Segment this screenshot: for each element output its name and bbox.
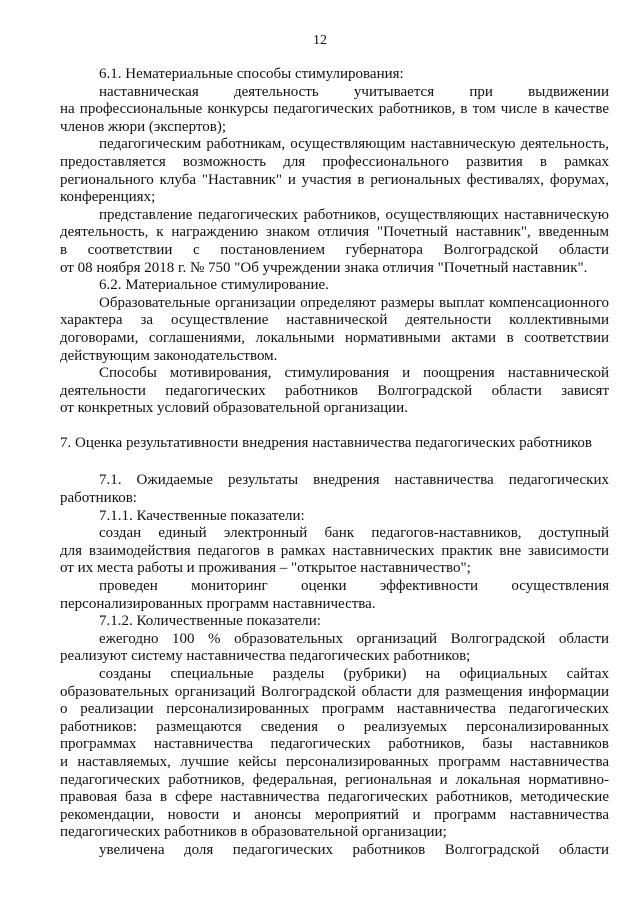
text-line: работников:	[60, 490, 137, 507]
text-line: образовательных организаций Волгоградской области для размещения информации	[60, 683, 609, 700]
page-number: 12	[313, 33, 327, 48]
text-line: педагогическим работникам, осуществляющим наставническую деятельность,	[99, 136, 609, 153]
text-line: создан единый электронный банк педагогов-наставников, доступный	[99, 525, 609, 542]
text-line: проведен мониторинг оценки эффективности осуществления	[99, 578, 609, 595]
heading-7-1-2: 7.1.2. Количественные показатели:	[99, 613, 321, 630]
heading-6-2: 6.2. Материальное стимулирование.	[99, 277, 329, 294]
text-line: ежегодно 100 % образовательных организаций Волгоградской области	[99, 630, 609, 647]
text-line: персонализированных программ наставничества.	[60, 595, 376, 612]
text-line: деятельности педагогических работников Волгоградской области зависят	[60, 382, 609, 399]
text-line: деятельность, к награждению знаком отличия "Почетный наставник", введенным	[60, 224, 609, 241]
paragraph-7-1	[60, 472, 609, 507]
text-line: договорами, соглашениями, локальными нормативными актами в соответствии	[60, 329, 609, 346]
paragraph-qualitative-1	[60, 525, 609, 578]
paragraph-quantitative-3	[60, 842, 609, 860]
paragraph-6-1-item-3	[60, 207, 609, 277]
text-line: реализуют систему наставничества педагогических работников;	[60, 648, 471, 665]
paragraph-qualitative-2	[60, 578, 609, 613]
text-line: характера за осуществление наставнической деятельности коллективными	[60, 312, 609, 329]
text-line: для взаимодействия педагогов в рамках наставнических практик вне зависимости	[60, 542, 609, 559]
paragraph-quantitative-1	[60, 631, 609, 666]
paragraph-6-1-item-2	[60, 136, 609, 206]
paragraph-6-1-item-1	[60, 84, 609, 137]
text-line: созданы специальные разделы (рубрики) на официальных сайтах	[99, 666, 609, 682]
spacer	[60, 418, 609, 435]
text-line: регионального клуба "Наставник" и участия в региональных фестивалях, форумах,	[60, 171, 609, 188]
text-line: членов жюри (экспертов);	[60, 118, 226, 135]
text-line: наставническая деятельность учитывается при выдвижении	[99, 83, 609, 100]
text-line: от 08 ноября 2018 г. № 750 "Об учреждении знака отличия "Почетный наставник".	[60, 259, 588, 276]
text-line: о реализации персонализированных программ наставничества педагогических	[60, 701, 609, 718]
heading-7-1-1: 7.1.1. Качественные показатели:	[99, 507, 305, 524]
text-line: от их места работы и проживания – "открытое наставничество";	[60, 560, 471, 577]
document-body	[60, 66, 609, 860]
text-line: Способы мотивирования, стимулирования и поощрения наставнической	[99, 365, 609, 382]
text-line: предоставляется возможность для профессионального развития в рамках	[60, 153, 609, 170]
text-line: конференциях;	[60, 189, 156, 206]
heading-6-1: 6.1. Нематериальные способы стимулирования:	[99, 66, 404, 82]
section-7-title: 7. Оценка результативности внедрения наставничества педагогических работников	[60, 434, 592, 451]
text-line: работников: размещаются сведения о реализуемых персонализированных	[60, 718, 609, 735]
text-line: действующим законодательством.	[60, 347, 278, 364]
text-line: от конкретных условий образовательной организации.	[60, 400, 408, 417]
text-line: и наставляемых, лучшие кейсы персонализированных программ наставничества	[60, 753, 609, 770]
text-line: рекомендации, новости и анонсы мероприятий и программ наставничества	[60, 806, 609, 823]
text-line: педагогических работников в образовательной организации;	[60, 824, 447, 841]
text-line: увеличена доля педагогических работников Волгоградской области	[99, 841, 609, 858]
text-line: педагогических работников, федеральная, региональная и локальная нормативно-	[60, 771, 609, 788]
text-line: представление педагогических работников, осуществляющих наставническую	[99, 206, 609, 223]
paragraph-6-2-methods	[60, 365, 609, 418]
text-line: на профессиональные конкурсы педагогических работников, в том числе в качестве	[60, 101, 609, 118]
text-line: Образовательные организации определяют размеры выплат компенсационного	[99, 294, 609, 311]
text-line: в соответствии с постановлением губернатора Волгоградской области	[60, 241, 609, 258]
spacer	[60, 452, 609, 472]
paragraph-6-2-compensation	[60, 295, 609, 365]
text-line: 7.1. Ожидаемые результаты внедрения наставничества педагогических	[99, 472, 609, 489]
text-line: программах наставничества педагогических работников, базы наставников	[60, 736, 609, 753]
paragraph-quantitative-2	[60, 666, 609, 842]
text-line: правовая база в сфере наставничества педагогических работников, методические	[60, 789, 609, 806]
